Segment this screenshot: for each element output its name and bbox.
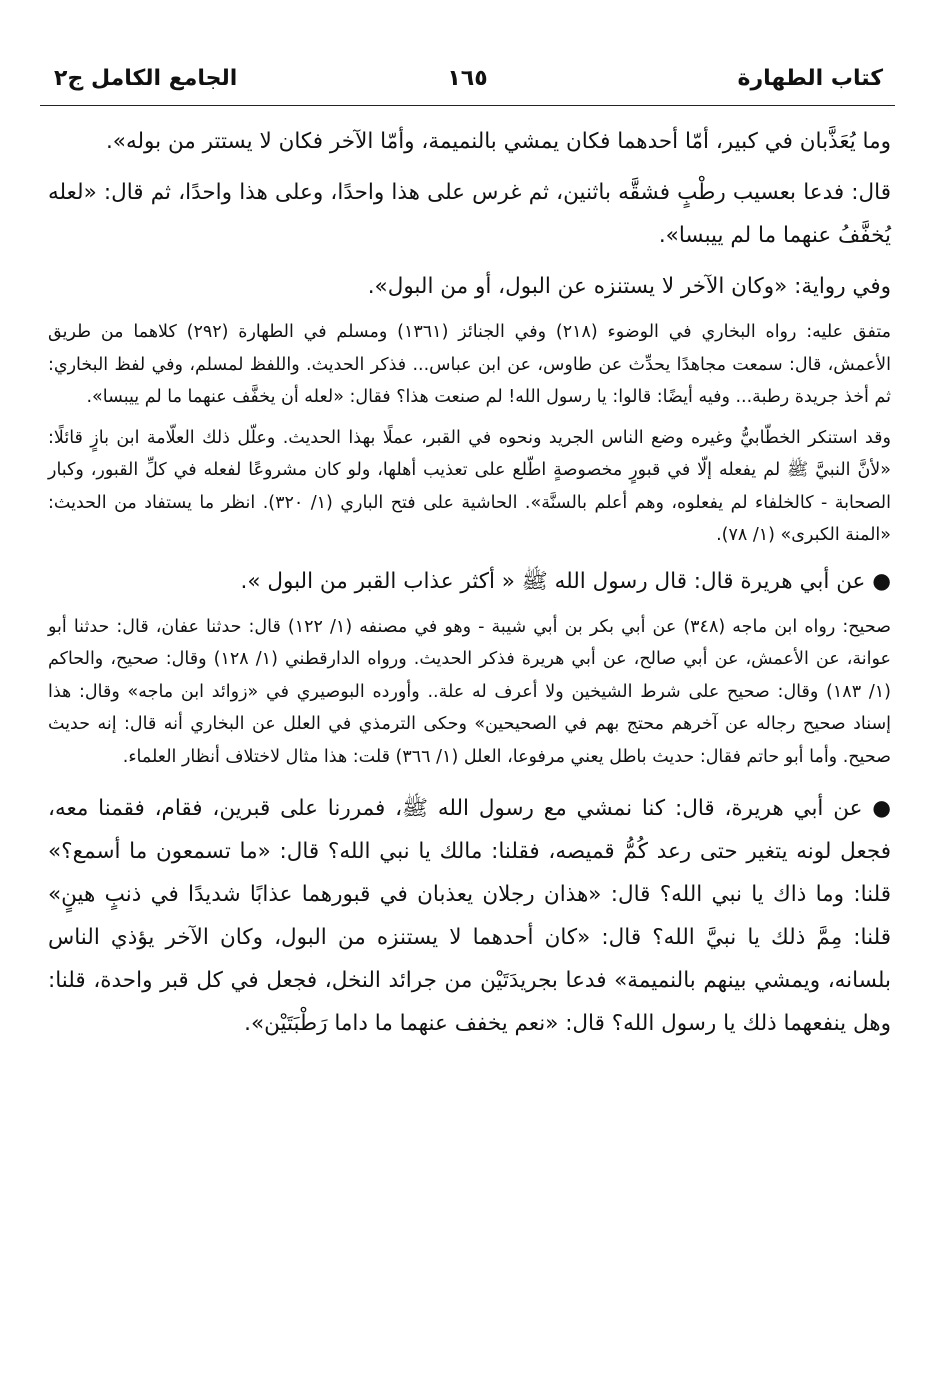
page-number: ١٦٥ — [447, 66, 488, 91]
hadith-text: قال: فدعا بعسيب رطْبٍ فشقَّه باثنين، ثم غرس على هذا واحدًا، وعلى هذا واحدًا، ثم قال: «لعله يُخفَّفُ عنهما ما لم ييبسا». — [48, 180, 891, 248]
running-head-section: كتاب الطهارة — [737, 66, 883, 91]
page-header — [40, 62, 895, 102]
running-head-title: الجامع الكامل ج٢ — [54, 66, 238, 91]
takhrij-note: متفق عليه: رواه البخاري في الوضوء (٢١٨) وفي الجنائز (١٣٦١) ومسلم في الطهارة (٢٩٢) كلاهما من طريق الأعمش، قال: سمعت مجاهدًا يحدِّث عن طاوس، عن ابن عباس... فذكر الحديث. واللفظ لمسلم، وفي لفظ البخاري: ثم أخذ جريدة رطبة... وفيه أيضًا: قالوا: يا رسول الله! لم صنعت هذا؟ فقال: «لعله أن يخفَّف عنهما ما لم ييبسا». — [48, 322, 891, 407]
takhrij-note: صحيح: رواه ابن ماجه (٣٤٨) عن أبي بكر بن أبي شيبة - وهو في مصنفه (١/ ١٢٢) قال: حدثنا عفان، قال: حدثنا أبو عوانة، عن الأعمش، عن أبي صالح، عن أبي هريرة فذكر الحديث. ورواه الدارقطني (١/ ١٢٨) وقال: صحيح، والحاكم (١/ ١٨٣) وقال: صحيح على شرط الشيخين ولا أعرف له علة.. وأورده البوصيري في «زوائد ابن ماجه» وقال: هذا إسناد صحيح رجاله عن آخرهم محتج بهم في الصحيحين» وحكى الترمذي في العلل عن البخاري أنه قال: إنه حديث صحيح. وأما أبو حاتم فقال: حديث باطل يعني مرفوعا، العلل (١/ ٣٦٦) قلت: هذا مثال لاختلاف أنظار العلماء. — [48, 616, 891, 767]
hadith-text: ● عن أبي هريرة قال: قال رسول الله ﷺ « أكثر عذاب القبر من البول ». — [240, 568, 891, 594]
commentary-note: وقد استنكر الخطّابيُّ وغيره وضع الناس الجريد ونحوه في القبر، عملًا بهذا الحديث. وعلّل ذلك العلّامة ابن بازٍ قائلًا: «لأنَّ النبيَّ ﷺ لم يفعله إلّا في قبورٍ مخصوصةٍ اطّلع على تعذيب أهلها، ولو كان مشروعًا لفعله في كلِّ القبور، وكبار الصحابة - كالخلفاء لم يفعلوه، وهم أعلم بالسنَّة». الحاشية على فتح الباري (١/ ٣٢٠). انظر ما يستفاد من الحديث: «المنة الكبرى» (١/ ٧٨). — [48, 427, 891, 545]
header-rule — [40, 105, 895, 106]
page-body — [48, 120, 891, 1053]
hadith-text: ● عن أبي هريرة، قال: كنا نمشي مع رسول الله ﷺ، فمررنا على قبرين، فقام، فقمنا معه، فجعل لونه يتغير حتى رعد كُمُّ قميصه، فقلنا: مالك يا نبي الله؟ قال: «ما تسمعون ما أسمع؟» قلنا: وما ذاك يا نبي الله؟ قال: «هذان رجلان يعذبان في قبورهما عذابًا شديدًا في ذنبٍ هينٍ» قلنا: مِمَّ ذلك يا نبيَّ الله؟ قال: «كان أحدهما لا يستنزه من البول، وكان الآخر يؤذي الناس بلسانه، ويمشي بينهم بالنميمة» فدعا بجريدَتَيْن من جرائد النخل، فجعل في كل قبر واحدة، قلنا: وهل ينفعهما ذلك يا رسول الله؟ قال: «نعم يخفف عنهما ما داما رَطْبَتَيْن». — [48, 796, 891, 1036]
hadith-text: وما يُعَذَّبان في كبير، أمّا أحدهما فكان يمشي بالنميمة، وأمّا الآخر فكان لا يستتر من بوله». — [105, 129, 891, 154]
hadith-variant: وفي رواية: «وكان الآخر لا يستنزه عن البول، أو من البول». — [367, 274, 891, 299]
